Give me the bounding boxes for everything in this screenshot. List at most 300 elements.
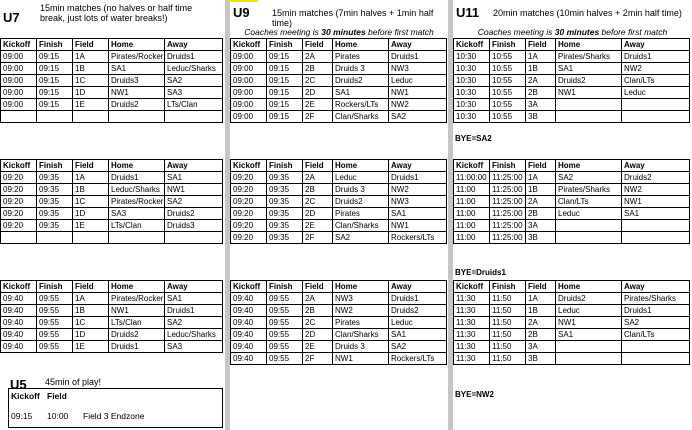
away-cell: Druids2	[165, 208, 223, 220]
header-finish-cell: Finish	[267, 281, 303, 293]
kickoff-cell: 09:00	[1, 63, 37, 75]
table-row	[454, 63, 690, 75]
header-field-cell: Field	[526, 39, 556, 51]
kickoff-cell: 09:40	[231, 317, 267, 329]
kickoff-cell: 11:30	[454, 353, 490, 365]
header-field-cell: Field	[303, 160, 333, 172]
finish-cell: 09:55	[37, 293, 73, 305]
finish-cell: 09:35	[37, 208, 73, 220]
header-kickoff-cell: Kickoff	[231, 281, 267, 293]
home-cell: Druids 3	[333, 184, 389, 196]
finish-cell: 11:50	[490, 317, 526, 329]
header-finish-cell: Finish	[267, 39, 303, 51]
kickoff-cell: 09:00	[231, 75, 267, 87]
header-kickoff-cell: Kickoff	[231, 39, 267, 51]
finish-cell: 10:55	[490, 63, 526, 75]
u9-schedule-table	[230, 159, 447, 244]
field-cell: 2C	[303, 317, 333, 329]
table-row	[1, 87, 223, 99]
away-cell: SA2	[165, 75, 223, 87]
away-cell: Leduc	[389, 317, 447, 329]
home-cell: Pirates	[333, 317, 389, 329]
field-cell: 2A	[303, 172, 333, 184]
kickoff-cell: 09:00	[1, 99, 37, 111]
u5-field: Field 3 Endzone	[83, 411, 145, 421]
table-row	[231, 220, 447, 232]
table-row	[231, 99, 447, 111]
u7-schedule-table	[0, 38, 223, 123]
field-cell: 1B	[73, 305, 109, 317]
header-away-cell: Away	[389, 281, 447, 293]
finish-cell: 09:55	[37, 341, 73, 353]
away-cell: Druids1	[622, 51, 690, 63]
table-row	[454, 232, 690, 244]
field-cell: 1E	[73, 99, 109, 111]
field-cell: 1D	[73, 329, 109, 341]
field-cell: 2B	[526, 87, 556, 99]
table-row	[454, 111, 690, 123]
table-row	[1, 305, 223, 317]
home-cell: NW1	[109, 305, 165, 317]
field-cell: 2F	[303, 232, 333, 244]
away-cell: NW1	[389, 87, 447, 99]
table-row	[1, 208, 223, 220]
u11-note: 20min matches (10min halves + 2min half time)	[493, 8, 682, 18]
home-cell: Pirates/Rocker	[109, 196, 165, 208]
kickoff-cell: 10:30	[454, 51, 490, 63]
away-cell: SA2	[165, 317, 223, 329]
kickoff-cell: 10:30	[454, 63, 490, 75]
finish-cell	[37, 232, 73, 244]
field-cell: 1E	[73, 341, 109, 353]
field-cell: 2A	[303, 293, 333, 305]
header-finish-cell: Finish	[490, 281, 526, 293]
field-cell: 2D	[303, 87, 333, 99]
kickoff-cell: 09:00	[1, 51, 37, 63]
table-header-row	[1, 160, 223, 172]
header-away-cell: Away	[389, 39, 447, 51]
u5-header-field: Field	[47, 391, 67, 401]
table-row	[454, 172, 690, 184]
table-row	[231, 317, 447, 329]
finish-cell: 09:55	[267, 317, 303, 329]
away-cell: NW2	[389, 99, 447, 111]
finish-cell: 09:15	[37, 87, 73, 99]
finish-cell: 11:25:00	[490, 208, 526, 220]
kickoff-cell: 09:00	[1, 75, 37, 87]
header-away-cell: Away	[165, 39, 223, 51]
finish-cell: 11:50	[490, 305, 526, 317]
table-row	[1, 99, 223, 111]
away-cell: SA1	[165, 293, 223, 305]
table-row	[1, 232, 223, 244]
u7-section	[0, 0, 225, 430]
home-cell: Druids3	[109, 75, 165, 87]
u7-age-label: U7	[3, 10, 20, 25]
finish-cell: 09:35	[267, 208, 303, 220]
field-cell: 1A	[526, 51, 556, 63]
finish-cell: 09:35	[267, 172, 303, 184]
u9-note: 15min matches (7min halves + 1min half time)	[272, 8, 434, 28]
away-cell: Pirates/Sharks	[622, 293, 690, 305]
finish-cell: 09:15	[267, 99, 303, 111]
table-row	[231, 75, 447, 87]
u7-schedule-table	[0, 159, 223, 244]
field-cell: 2C	[303, 196, 333, 208]
kickoff-cell: 09:40	[231, 329, 267, 341]
kickoff-cell: 11:30	[454, 305, 490, 317]
finish-cell: 09:35	[37, 220, 73, 232]
away-cell: Clan/LTs	[622, 329, 690, 341]
kickoff-cell: 11:00	[454, 220, 490, 232]
home-cell: Druids2	[333, 196, 389, 208]
field-cell: 2C	[303, 75, 333, 87]
finish-cell: 09:15	[37, 99, 73, 111]
table-row	[454, 305, 690, 317]
away-cell: Druids2	[389, 305, 447, 317]
away-cell: SA3	[165, 341, 223, 353]
table-row	[1, 63, 223, 75]
field-cell: 2A	[526, 75, 556, 87]
kickoff-cell: 09:00	[231, 87, 267, 99]
home-cell	[556, 232, 622, 244]
table-row	[231, 184, 447, 196]
kickoff-cell: 11:00	[454, 196, 490, 208]
away-cell: NW1	[165, 184, 223, 196]
field-cell: 2D	[303, 329, 333, 341]
table-row	[231, 208, 447, 220]
kickoff-cell: 09:20	[231, 184, 267, 196]
home-cell: Pirates	[333, 208, 389, 220]
header-home-cell: Home	[109, 160, 165, 172]
kickoff-cell: 09:40	[1, 293, 37, 305]
away-cell: SA1	[389, 329, 447, 341]
home-cell: Pirates/Sharks	[556, 184, 622, 196]
finish-cell: 11:25:00	[490, 220, 526, 232]
home-cell: Leduc	[556, 305, 622, 317]
home-cell: NW2	[333, 305, 389, 317]
kickoff-cell: 11:30	[454, 329, 490, 341]
kickoff-cell: 09:20	[1, 172, 37, 184]
away-cell: SA1	[389, 208, 447, 220]
table-row	[454, 184, 690, 196]
away-cell	[622, 353, 690, 365]
home-cell: Clan/LTs	[556, 196, 622, 208]
finish-cell: 11:25:00	[490, 172, 526, 184]
u11-bye-1: BYE=SA2	[455, 134, 492, 143]
home-cell	[109, 232, 165, 244]
home-cell: SA2	[556, 172, 622, 184]
u11-schedule-table	[453, 38, 690, 123]
home-cell: Clan/Sharks	[333, 220, 389, 232]
header-field-cell: Field	[73, 281, 109, 293]
header-finish-cell: Finish	[37, 281, 73, 293]
away-cell: SA2	[389, 111, 447, 123]
away-cell: NW2	[389, 184, 447, 196]
table-header-row	[454, 160, 690, 172]
table-row	[231, 51, 447, 63]
u9-schedule-table	[230, 38, 447, 123]
away-cell: SA1	[165, 172, 223, 184]
u5-table	[8, 388, 223, 428]
kickoff-cell	[1, 232, 37, 244]
kickoff-cell: 09:00	[231, 111, 267, 123]
table-row	[231, 305, 447, 317]
kickoff-cell: 09:20	[231, 172, 267, 184]
table-row	[454, 317, 690, 329]
away-cell: Druids1	[389, 51, 447, 63]
home-cell: SA1	[333, 87, 389, 99]
finish-cell: 09:35	[267, 184, 303, 196]
finish-cell: 11:50	[490, 293, 526, 305]
finish-cell: 09:15	[37, 63, 73, 75]
home-cell: NW1	[556, 87, 622, 99]
home-cell	[109, 111, 165, 123]
kickoff-cell: 09:40	[1, 341, 37, 353]
finish-cell: 11:25:00	[490, 232, 526, 244]
finish-cell: 09:55	[267, 341, 303, 353]
finish-cell	[37, 111, 73, 123]
home-cell: LTs/Clan	[109, 317, 165, 329]
away-cell	[622, 220, 690, 232]
finish-cell: 09:15	[267, 111, 303, 123]
home-cell	[556, 220, 622, 232]
header-away-cell: Away	[389, 160, 447, 172]
field-cell: 2E	[303, 341, 333, 353]
field-cell: 3A	[526, 220, 556, 232]
away-cell: Leduc	[622, 87, 690, 99]
away-cell: Druids1	[389, 293, 447, 305]
kickoff-cell: 09:00	[231, 51, 267, 63]
finish-cell: 11:50	[490, 341, 526, 353]
table-header-row	[454, 281, 690, 293]
table-row	[454, 329, 690, 341]
away-cell	[622, 111, 690, 123]
finish-cell: 10:55	[490, 111, 526, 123]
home-cell	[556, 111, 622, 123]
field-cell	[73, 111, 109, 123]
header-field-cell: Field	[526, 160, 556, 172]
field-cell: 1A	[526, 293, 556, 305]
away-cell: NW2	[622, 184, 690, 196]
field-cell: 1B	[73, 63, 109, 75]
away-cell: Clan/LTs	[622, 75, 690, 87]
kickoff-cell: 09:20	[1, 220, 37, 232]
field-cell: 2D	[303, 208, 333, 220]
table-row	[1, 329, 223, 341]
field-cell: 2B	[303, 184, 333, 196]
table-row	[454, 196, 690, 208]
kickoff-cell: 09:00	[231, 99, 267, 111]
away-cell	[622, 341, 690, 353]
finish-cell: 10:55	[490, 75, 526, 87]
field-cell: 1B	[526, 63, 556, 75]
home-cell: NW1	[333, 353, 389, 365]
home-cell: Pirates/Rocker	[109, 293, 165, 305]
kickoff-cell: 09:20	[231, 196, 267, 208]
finish-cell: 09:55	[37, 305, 73, 317]
home-cell: Rockers/LTs	[333, 99, 389, 111]
header-kickoff-cell: Kickoff	[454, 281, 490, 293]
table-row	[231, 172, 447, 184]
finish-cell: 09:15	[37, 75, 73, 87]
field-cell: 2A	[526, 317, 556, 329]
home-cell: Druids 3	[333, 63, 389, 75]
kickoff-cell	[1, 111, 37, 123]
table-row	[231, 111, 447, 123]
field-cell: 2E	[303, 220, 333, 232]
finish-cell: 09:55	[267, 329, 303, 341]
header-home-cell: Home	[333, 39, 389, 51]
home-cell: Pirates	[333, 51, 389, 63]
u11-coaches-meeting: Coaches meeting is 30 minutes before first match	[477, 27, 668, 37]
away-cell: Druids1	[165, 305, 223, 317]
u9-section	[230, 0, 448, 430]
header-home-cell: Home	[333, 160, 389, 172]
away-cell: Druids3	[165, 220, 223, 232]
away-cell: Rockers/LTs	[389, 353, 447, 365]
home-cell: SA1	[556, 329, 622, 341]
table-header-row	[1, 281, 223, 293]
away-cell: SA3	[165, 87, 223, 99]
table-row	[1, 341, 223, 353]
away-cell: Rockers/LTs	[389, 232, 447, 244]
field-cell: 1C	[73, 196, 109, 208]
header-kickoff-cell: Kickoff	[1, 39, 37, 51]
table-header-row	[1, 39, 223, 51]
kickoff-cell: 11:00	[454, 232, 490, 244]
away-cell: Druids1	[165, 51, 223, 63]
header-away-cell: Away	[622, 39, 690, 51]
kickoff-cell: 11:30	[454, 293, 490, 305]
home-cell: Druids2	[109, 329, 165, 341]
home-cell	[556, 99, 622, 111]
u11-schedule-table	[453, 159, 690, 244]
away-cell	[622, 99, 690, 111]
field-cell: 1B	[526, 184, 556, 196]
table-row	[454, 353, 690, 365]
field-cell: 1A	[73, 51, 109, 63]
finish-cell: 10:55	[490, 99, 526, 111]
finish-cell: 09:55	[267, 293, 303, 305]
kickoff-cell: 11:00	[454, 184, 490, 196]
table-row	[1, 75, 223, 87]
kickoff-cell: 09:00	[231, 63, 267, 75]
u11-bye-2: BYE=Druids1	[455, 268, 506, 277]
finish-cell: 09:35	[267, 196, 303, 208]
home-cell: Druids2	[556, 293, 622, 305]
away-cell: SA1	[622, 208, 690, 220]
table-row	[231, 87, 447, 99]
header-kickoff-cell: Kickoff	[454, 39, 490, 51]
kickoff-cell: 09:20	[231, 208, 267, 220]
field-cell: 3B	[526, 111, 556, 123]
home-cell: Clan/Sharks	[333, 329, 389, 341]
table-row	[454, 293, 690, 305]
home-cell: NW1	[109, 87, 165, 99]
away-cell: NW1	[389, 220, 447, 232]
finish-cell: 09:35	[37, 184, 73, 196]
header-field-cell: Field	[526, 281, 556, 293]
header-home-cell: Home	[109, 39, 165, 51]
away-cell	[165, 111, 223, 123]
home-cell: Druids1	[109, 341, 165, 353]
table-row	[1, 317, 223, 329]
kickoff-cell: 09:20	[231, 220, 267, 232]
finish-cell: 11:25:00	[490, 196, 526, 208]
kickoff-cell: 09:40	[231, 341, 267, 353]
table-row	[454, 341, 690, 353]
table-row	[454, 99, 690, 111]
away-cell	[165, 232, 223, 244]
kickoff-cell: 09:40	[231, 353, 267, 365]
home-cell: Druids1	[109, 172, 165, 184]
header-kickoff-cell: Kickoff	[1, 160, 37, 172]
field-cell: 2B	[526, 208, 556, 220]
home-cell: Clan/Sharks	[333, 111, 389, 123]
header-kickoff-cell: Kickoff	[454, 160, 490, 172]
table-row	[454, 75, 690, 87]
field-cell: 1E	[73, 220, 109, 232]
home-cell: SA2	[333, 232, 389, 244]
home-cell: Druids 3	[333, 341, 389, 353]
header-finish-cell: Finish	[267, 160, 303, 172]
header-kickoff-cell: Kickoff	[231, 160, 267, 172]
table-header-row	[231, 281, 447, 293]
home-cell	[556, 341, 622, 353]
finish-cell: 11:50	[490, 329, 526, 341]
away-cell: Leduc/Sharks	[165, 63, 223, 75]
finish-cell: 10:55	[490, 87, 526, 99]
finish-cell: 09:55	[267, 305, 303, 317]
field-cell: 1C	[73, 75, 109, 87]
finish-cell: 11:50	[490, 353, 526, 365]
table-row	[231, 196, 447, 208]
home-cell	[556, 353, 622, 365]
finish-cell: 09:15	[267, 87, 303, 99]
field-cell: 2F	[303, 111, 333, 123]
header-field-cell: Field	[73, 160, 109, 172]
header-away-cell: Away	[165, 160, 223, 172]
u11-section	[453, 0, 692, 430]
finish-cell: 09:55	[37, 329, 73, 341]
kickoff-cell: 09:40	[231, 293, 267, 305]
kickoff-cell: 09:40	[1, 329, 37, 341]
finish-cell: 09:55	[37, 317, 73, 329]
away-cell: Druids1	[622, 305, 690, 317]
table-header-row	[231, 39, 447, 51]
away-cell: SA2	[622, 317, 690, 329]
home-cell: Druids2	[109, 99, 165, 111]
field-cell: 1B	[526, 305, 556, 317]
header-away-cell: Away	[622, 281, 690, 293]
away-cell: Leduc/Sharks	[165, 329, 223, 341]
home-cell: NW3	[333, 293, 389, 305]
field-cell: 2A	[303, 51, 333, 63]
u5-age-label: U5	[10, 377, 27, 392]
away-cell: SA2	[389, 341, 447, 353]
table-row	[231, 353, 447, 365]
table-row	[1, 111, 223, 123]
header-home-cell: Home	[556, 160, 622, 172]
kickoff-cell: 10:30	[454, 87, 490, 99]
home-cell: LTs/Clan	[109, 220, 165, 232]
field-cell: 2B	[526, 329, 556, 341]
field-cell: 1D	[73, 87, 109, 99]
finish-cell: 09:35	[267, 232, 303, 244]
finish-cell: 11:25:00	[490, 184, 526, 196]
finish-cell: 09:15	[267, 63, 303, 75]
